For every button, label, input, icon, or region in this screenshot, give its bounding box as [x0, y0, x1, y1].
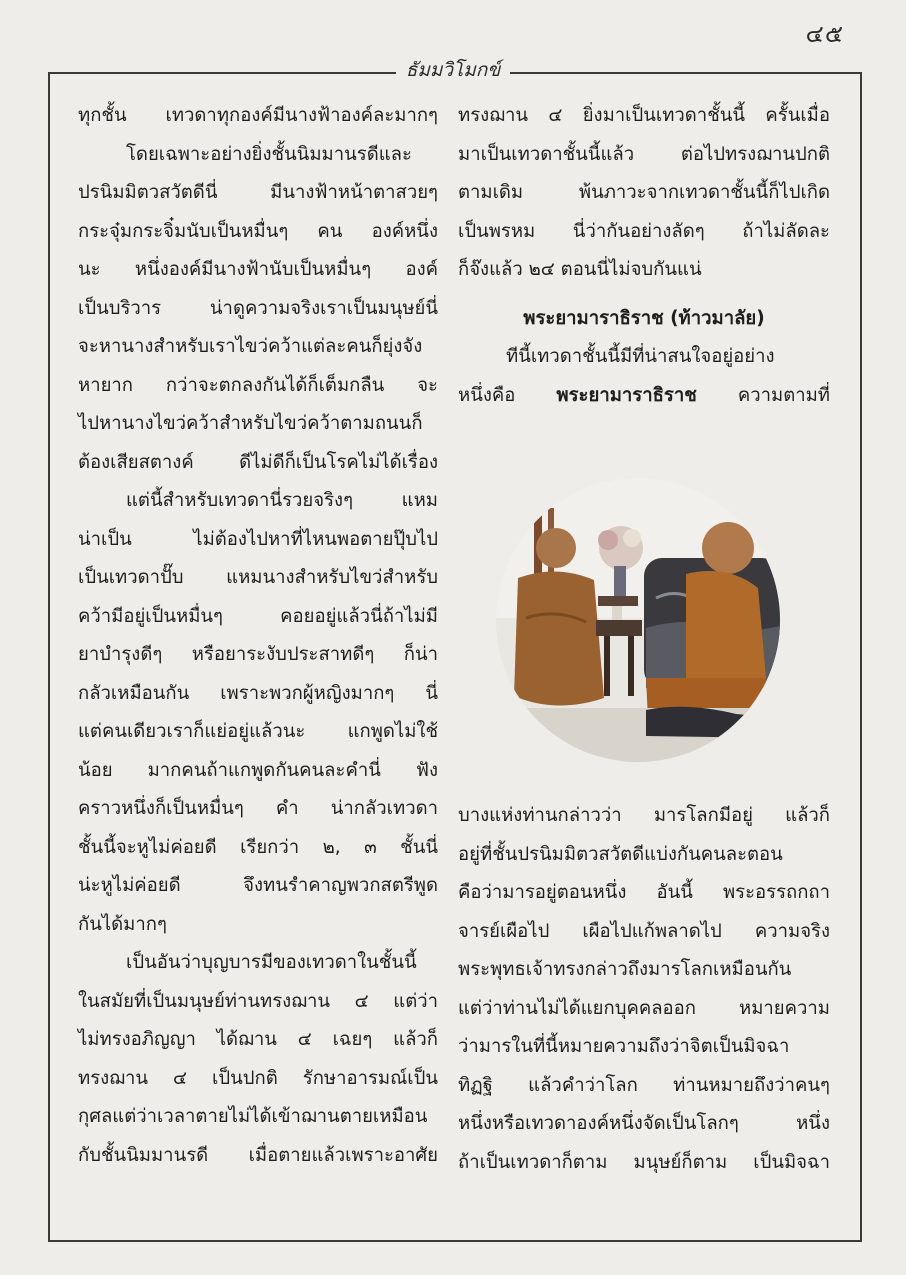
text-line: ยาบำรุงดีๆ หรือยาระงับประสาทดีๆ ก็น่า	[78, 644, 438, 665]
text-line: คือว่ามารอยู่ตอนหนึ่ง อันนี้ พระอรรถกถา	[458, 882, 830, 903]
text-line: บางแห่งท่านกล่าวว่า มารโลกมีอยู่ แล้วก็	[458, 805, 830, 826]
text-line: ว่ามารในที่นี้หมายความถึงว่าจิตเป็นมิจฉา	[458, 1036, 790, 1057]
text-line: ในสมัยที่เป็นมนุษย์ท่านทรงฌาน ๔ แต่ว่า	[78, 990, 438, 1012]
text-line: ไปหานางไขว่คว้าสำหรับไขว่คว้าตามถนนก็	[78, 413, 423, 434]
text-line: น่าเป็น ไม่ต้องไปหาที่ไหนพอตายปุ๊บไป	[78, 528, 438, 550]
text-line: ต้องเสียสตางค์ ดีไม่ดีก็เป็นโรคไม่ได้เรื่อง	[78, 451, 438, 473]
text-line: แต่ว่าท่านไม่ได้แยกบุคคลออก หมายความ	[458, 997, 830, 1019]
text-line: พระพุทธเจ้าทรงกล่าวถึงมารโลกเหมือนกัน	[458, 959, 792, 980]
text-line: เป็นบริวาร น่าดูความจริงเราเป็นมนุษย์นี่	[78, 297, 438, 319]
text-line: ไม่ทรงอภิญญา ได้ฌาน ๔ เฉยๆ แล้วก็	[78, 1029, 438, 1050]
bold-term: พระยามาราธิราช	[556, 384, 697, 406]
text-fragment: หนึ่งคือ	[458, 384, 516, 406]
text-line: นะ หนึ่งองค์มีนางฟ้านับเป็นหมื่นๆ องค์	[78, 259, 438, 280]
text-line	[458, 377, 830, 416]
text-line: มาเป็นเทวดาชั้นนี้แล้ว ต่อไปทรงฌานปกติ	[458, 143, 830, 165]
text-line: เป็นพรหม นี่ว่ากันอย่างลัดๆ ถ้าไม่ลัดละ	[458, 220, 830, 242]
text-line: ทิฏฐิ แล้วคำว่าโลก ท่านหมายถึงว่าคนๆ	[458, 1074, 830, 1096]
right-column-top	[458, 97, 830, 415]
text-line: จารย์เผือไป เผือไปแก้พลาดไป ความจริง	[458, 920, 830, 942]
text-line: เป็นอันว่าบุญบารมีของเทวดาในชั้นนี้	[126, 952, 417, 973]
text-line: กับชั้นนิมมานรดี เมื่อตายแล้วเพราะอาศัย	[78, 1144, 438, 1166]
text-line: ถ้าเป็นเทวดาก็ตาม มนุษย์ก็ตาม เป็นมิจฉา	[458, 1151, 830, 1173]
text-line: อยู่ที่ชั้นปรนิมมิตวสวัตดีแบ่งกันคนละตอน	[458, 843, 783, 865]
text-line: ปรนิมมิตวสวัตดีนี่ มีนางฟ้าหน้าตาสวยๆ	[78, 182, 438, 203]
text-line: ทุกชั้น เทวดาทุกองค์มีนางฟ้าองค์ละมากๆ	[78, 105, 438, 126]
text-line: คว้ามีอยู่เป็นหมื่นๆ คอยอยู่แล้วนี่ถ้าไม่มี	[78, 605, 438, 627]
text-fragment: ความตามที่	[737, 384, 830, 406]
text-line: จะหานางสำหรับเราไขว่คว้าแต่ละคนก็ยุ่งจัง	[78, 336, 423, 357]
text-line: หนึ่งหรือเทวดาองค์หนึ่งจัดเป็นโลกๆ หนึ่ง	[458, 1113, 830, 1134]
right-column-bottom	[458, 797, 830, 1182]
text-line: ทีนี้เทวดาชั้นนี้มีที่น่าสนใจอยู่อย่าง	[506, 346, 775, 367]
text-line: กระจุ๋มกระจิ๋มนับเป็นหมื่นๆ คน องค์หนึ่ง	[78, 220, 438, 242]
text-line: แต่นี้สำหรับเทวดานี่รวยจริงๆ แหม	[126, 490, 438, 511]
text-line: ก็จ๊งแล้ว ๒๔ ตอนนี่ไม่จบกันแน่	[458, 259, 702, 280]
text-line: ชั้นนี้จะหูไม่ค่อยดี เรียกว่า ๒, ๓ ชั้นนี่	[78, 836, 438, 858]
text-line: น้อย มากคนถ้าแกพูดกันคนละคำนี่ ฟัง	[78, 759, 438, 781]
section-heading: พระยามาราธิราช (ท้าวมาลัย)	[523, 307, 765, 329]
text-line: ตามเดิม พ้นภาวะจากเทวดาชั้นนี้ก็ไปเกิด	[458, 182, 830, 203]
text-line: กุศลแต่ว่าเวลาตายไม่ได้เข้าฌานตายเหมือน	[78, 1106, 428, 1127]
left-column	[78, 97, 438, 1175]
text-line: โดยเฉพาะอย่างยิ่งชั้นนิมมานรดีและ	[126, 143, 412, 165]
text-line: น่ะหูไม่ค่อยดี จึงทนรำคาญพวกสตรีพูด	[78, 875, 438, 896]
text-line: ทรงฌาน ๔ เป็นปกติ รักษาอารมณ์เป็น	[78, 1067, 438, 1089]
text-line: กลัวเหมือนกัน เพราะพวกผู้หญิงมากๆ นี่	[78, 682, 438, 704]
text-line: แต่คนเดียวเราก็แย่อยู่แล้วนะ แกพูดไม่ใช้	[78, 721, 438, 742]
text-line: หายาก กว่าจะตกลงกันได้ก็เต็มกลืน จะ	[78, 374, 438, 396]
text-line: เป็นเทวดาปั๊บ แหมนางสำหรับไขว่สำหรับ	[78, 567, 438, 588]
two-monks-seated-photo	[496, 478, 780, 762]
running-title: ธัมมวิโมกข์	[405, 59, 501, 81]
page-number: ๔๕	[805, 20, 844, 48]
text-line: คราวหนึ่งก็เป็นหมื่นๆ คำ น่ากลัวเทวดา	[78, 798, 438, 819]
text-line: ทรงฌาน ๔ ยิ่งมาเป็นเทวดาชั้นนี้ ครั้นเมื่อ	[458, 105, 830, 126]
text-line: กันได้มากๆ	[78, 913, 167, 935]
